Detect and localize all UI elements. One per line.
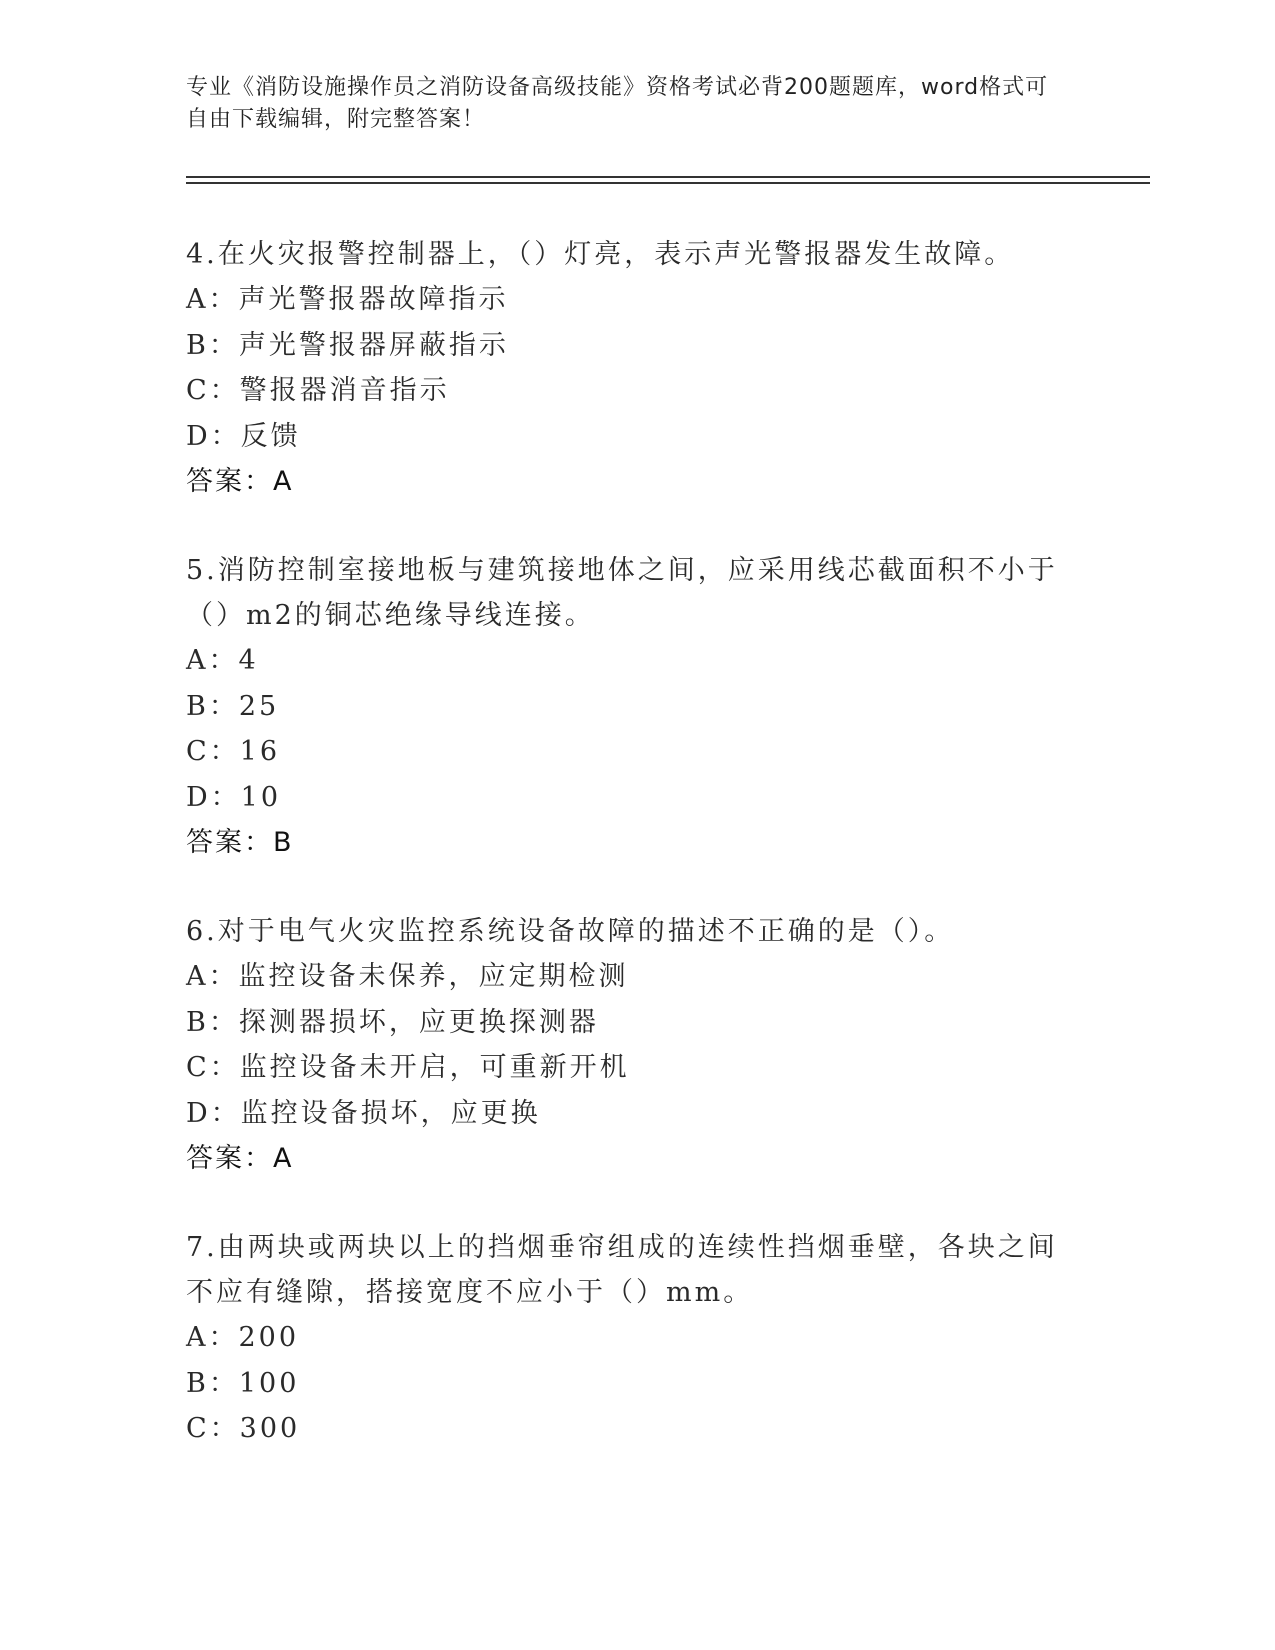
option-c: C：16 bbox=[186, 736, 281, 767]
answer: 答案：A bbox=[186, 466, 294, 497]
option-c: C：300 bbox=[186, 1413, 301, 1444]
option-d: D：反馈 bbox=[186, 420, 301, 452]
option-a: A：200 bbox=[186, 1322, 300, 1353]
option-a: A：声光警报器故障指示 bbox=[186, 284, 509, 315]
question-list bbox=[186, 232, 1066, 1496]
option-c: C：警报器消音指示 bbox=[186, 375, 450, 406]
document-header: 专业《消防设施操作员之消防设备高级技能》资格考试必背200题题库，word格式可自由下载编辑，附完整答案！ bbox=[186, 75, 1049, 132]
header-divider-bottom bbox=[186, 182, 1150, 184]
question-stem: 6.对于电气火灾监控系统设备故障的描述不正确的是（）。 bbox=[186, 916, 955, 947]
option-b: B：25 bbox=[186, 690, 280, 722]
question-stem: 7.由两块或两块以上的挡烟垂帘组成的连续性挡烟垂壁，各块之间不应有缝隙，搭接宽度不应小于（）mm。 bbox=[186, 1232, 1058, 1308]
option-a: A：4 bbox=[186, 645, 259, 676]
question-7 bbox=[186, 1225, 1066, 1452]
question-stem: 4.在火灾报警控制器上，（）灯亮，表示声光警报器发生故障。 bbox=[186, 239, 1015, 270]
option-d: D：监控设备损坏，应更换 bbox=[186, 1097, 541, 1129]
option-b: B：探测器损坏，应更换探测器 bbox=[186, 1006, 599, 1038]
option-a: A：监控设备未保养，应定期检测 bbox=[186, 961, 629, 992]
option-b: B：声光警报器屏蔽指示 bbox=[186, 329, 509, 361]
question-stem: 5.消防控制室接地板与建筑接地体之间，应采用线芯截面积不小于（）m2的铜芯绝缘导线连接。 bbox=[186, 555, 1058, 631]
answer: 答案：A bbox=[186, 1143, 294, 1174]
option-b: B：100 bbox=[186, 1367, 300, 1399]
question-4 bbox=[186, 232, 1066, 504]
question-5 bbox=[186, 548, 1066, 865]
question-6 bbox=[186, 909, 1066, 1181]
header-divider-top bbox=[186, 176, 1150, 178]
option-c: C：监控设备未开启，可重新开机 bbox=[186, 1052, 630, 1083]
option-d: D：10 bbox=[186, 781, 282, 813]
answer: 答案：B bbox=[186, 827, 294, 858]
